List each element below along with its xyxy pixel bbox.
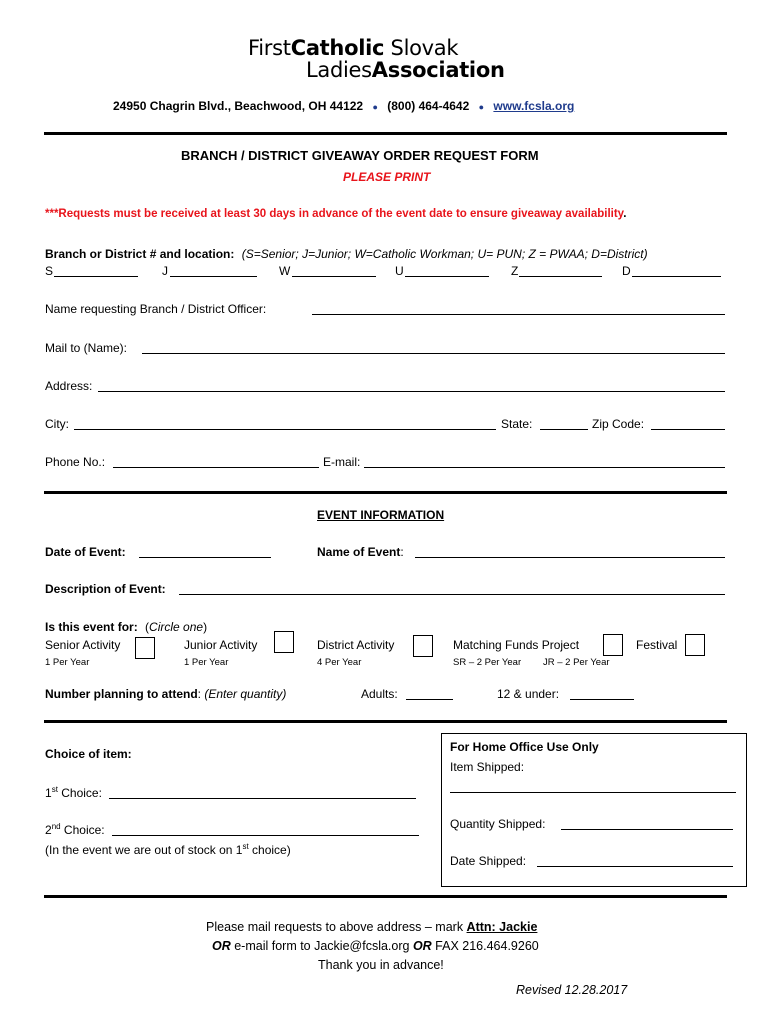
branch-code-s: S	[45, 264, 54, 278]
option-matching-note: SR – 2 Per Year	[453, 657, 522, 668]
planning-label: Number planning to attend	[45, 687, 198, 701]
address-label: Address:	[45, 379, 93, 393]
bullet-icon: ●	[372, 102, 378, 112]
enter-quantity: (Enter quantity)	[204, 687, 287, 701]
divider	[44, 491, 727, 494]
phone-number: (800) 464-4642	[387, 99, 470, 113]
bullet-icon: ●	[478, 102, 485, 112]
footer-line1-text: Please mail requests to above address – mark	[206, 920, 467, 934]
second-choice-field[interactable]	[112, 835, 419, 836]
footer-or2: OR	[412, 939, 432, 953]
second-num: 2	[45, 823, 52, 837]
footer-line1	[206, 920, 537, 934]
logo	[248, 38, 458, 59]
mail-to-label: Mail to (Name):	[45, 341, 128, 355]
footer-line2b: FAX 216.464.9260	[431, 939, 539, 953]
district-checkbox[interactable]	[413, 635, 433, 657]
first-text: Choice:	[57, 786, 102, 800]
first-choice-label	[45, 785, 102, 800]
option-senior: Senior Activity	[45, 638, 121, 652]
option-junior: Junior Activity	[184, 638, 258, 652]
zip-label: Zip Code:	[592, 417, 645, 431]
branch-row	[45, 247, 648, 261]
matching-checkbox[interactable]	[603, 634, 623, 656]
form-title: BRANCH / DISTRICT GIVEAWAY ORDER REQUEST FORM	[181, 148, 539, 163]
option-junior-note: 1 Per Year	[184, 657, 229, 668]
first-num: 1	[45, 786, 52, 800]
date-shipped-field[interactable]	[537, 866, 733, 867]
footer-line2	[212, 939, 539, 953]
event-description-field[interactable]	[179, 594, 725, 595]
event-date-label: Date of Event:	[45, 545, 126, 559]
event-description-label: Description of Event:	[45, 582, 166, 596]
logo-line2	[306, 60, 505, 81]
branch-label: Branch or District # and location:	[45, 247, 235, 261]
first-choice-field[interactable]	[109, 798, 416, 799]
mail-to-field[interactable]	[142, 353, 725, 354]
logo-slovak: Slovak	[390, 36, 459, 60]
logo-association: Association	[371, 58, 505, 82]
event-date-field[interactable]	[139, 557, 271, 558]
revised-date: Revised 12.28.2017	[516, 983, 628, 997]
office-heading: For Home Office Use Only	[450, 740, 599, 754]
planning-row: Number planning to attend: (Enter quantity)	[45, 687, 287, 701]
branch-j-field[interactable]	[170, 276, 257, 277]
footer-or1: OR	[212, 939, 231, 953]
footer-attn: Attn: Jackie	[466, 920, 538, 934]
address-line	[113, 99, 574, 113]
stock-note-sup: st	[242, 842, 249, 851]
state-field[interactable]	[540, 429, 588, 430]
city-label: City:	[45, 417, 69, 431]
branch-s-field[interactable]	[54, 276, 138, 277]
branch-code-j: J	[162, 264, 168, 278]
adults-field[interactable]	[406, 699, 453, 700]
event-name-label	[317, 545, 404, 559]
stock-note	[45, 842, 291, 857]
item-shipped-label: Item Shipped:	[450, 760, 525, 774]
branch-u-field[interactable]	[405, 276, 489, 277]
second-choice-label	[45, 822, 105, 837]
branch-z-field[interactable]	[519, 276, 602, 277]
adults-label: Adults:	[361, 687, 398, 701]
first-sup: st	[51, 785, 58, 794]
item-shipped-field[interactable]	[450, 792, 736, 793]
event-name-field[interactable]	[415, 557, 725, 558]
quantity-shipped-label: Quantity Shipped:	[450, 817, 546, 831]
circle-one: Circle one	[149, 620, 204, 634]
under12-field[interactable]	[570, 699, 634, 700]
branch-w-field[interactable]	[292, 276, 376, 277]
stock-note-a: (In the event we are out of stock on 1	[45, 843, 243, 857]
option-festival-note: JR – 2 Per Year	[543, 657, 610, 668]
city-field[interactable]	[74, 429, 496, 430]
logo-first: First	[248, 36, 291, 60]
event-name-colon: :	[400, 545, 404, 559]
junior-checkbox[interactable]	[274, 631, 294, 653]
street-address: 24950 Chagrin Blvd., Beachwood, OH 44122	[113, 99, 364, 113]
senior-checkbox[interactable]	[135, 637, 155, 659]
address-field[interactable]	[98, 391, 725, 392]
event-heading: EVENT INFORMATION	[317, 508, 445, 522]
thank-you: Thank you in advance!	[318, 958, 444, 972]
logo-catholic: Catholic	[290, 36, 385, 60]
email-label: E-mail:	[323, 455, 361, 469]
divider	[44, 720, 727, 723]
event-for-label: Is this event for:	[45, 620, 138, 634]
officer-label: Name requesting Branch / District Officer:	[45, 302, 267, 316]
branch-code-w: W	[279, 264, 291, 278]
officer-field[interactable]	[312, 314, 725, 315]
second-sup: nd	[51, 822, 61, 831]
event-for-row: Is this event for: (Circle one)	[45, 620, 208, 634]
under12-label: 12 & under:	[497, 687, 560, 701]
email-field[interactable]	[364, 467, 725, 468]
choice-label: Choice of item:	[45, 747, 132, 761]
logo-ladies: Ladies	[306, 58, 372, 82]
branch-d-field[interactable]	[632, 276, 721, 277]
option-district: District Activity	[317, 638, 395, 652]
stock-note-b: choice)	[248, 843, 291, 857]
quantity-shipped-field[interactable]	[561, 829, 733, 830]
festival-checkbox[interactable]	[685, 634, 705, 656]
notice-period: .	[623, 208, 627, 220]
footer-line2a: e-mail form to Jackie@fcsla.org	[230, 939, 413, 953]
option-matching: Matching Funds Project	[453, 638, 580, 652]
branch-code-u: U	[395, 264, 404, 278]
website-link[interactable]: www.fcsla.org	[493, 99, 575, 113]
event-name-text: Name of Event	[317, 545, 401, 559]
divider	[44, 132, 727, 135]
branch-legend: (S=Senior; J=Junior; W=Catholic Workman; U= PUN; Z = PWAA; D=District)	[241, 247, 648, 261]
second-text: Choice:	[60, 823, 105, 837]
divider	[44, 895, 727, 898]
option-district-note: 4 Per Year	[317, 657, 362, 668]
branch-code-z: Z	[511, 264, 519, 278]
please-print: PLEASE PRINT	[343, 170, 431, 184]
zip-field[interactable]	[651, 429, 725, 430]
phone-label: Phone No.:	[45, 455, 106, 469]
state-label: State:	[501, 417, 533, 431]
option-festival: Festival	[636, 638, 678, 652]
notice	[45, 208, 626, 220]
option-senior-note: 1 Per Year	[45, 657, 90, 668]
branch-code-d: D	[622, 264, 631, 278]
phone-field[interactable]	[113, 467, 319, 468]
notice-text: ***Requests must be received at least 30 days in advance of the event date to ensure giveaway availability	[45, 208, 624, 220]
date-shipped-label: Date Shipped:	[450, 854, 527, 868]
